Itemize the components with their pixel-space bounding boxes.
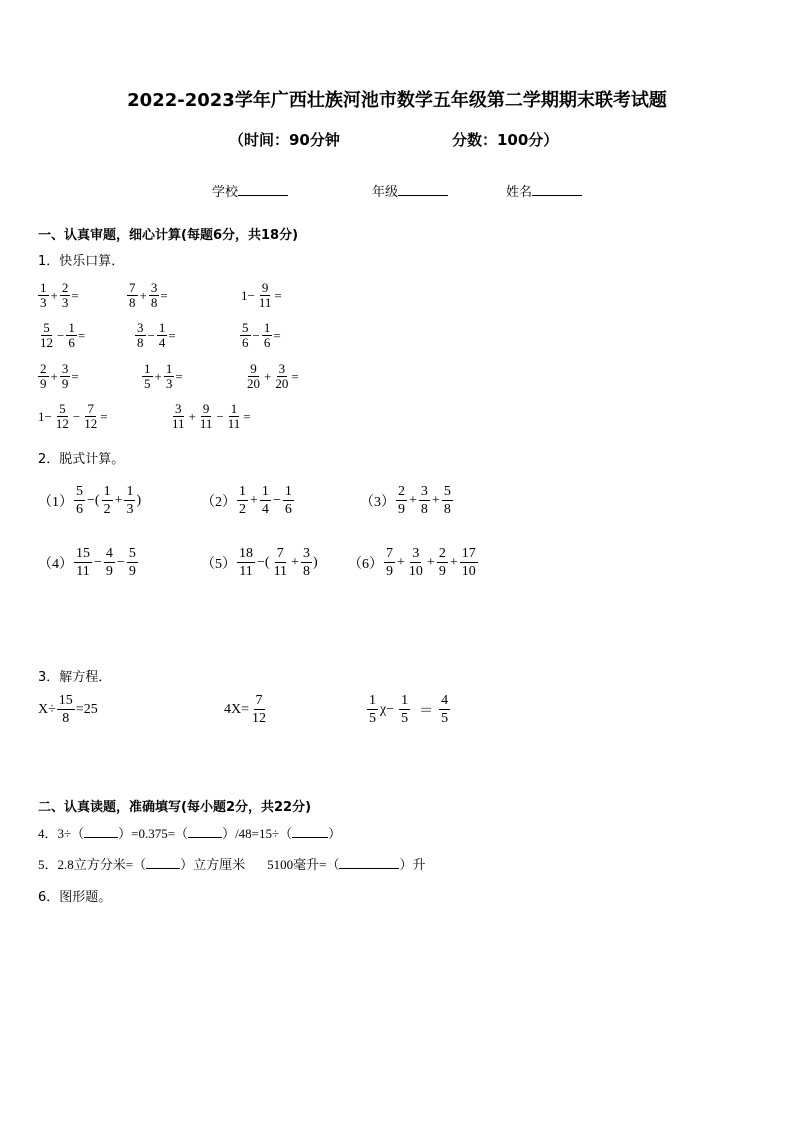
exam-time: （时间：90分钟	[229, 131, 340, 149]
q4-blank-1[interactable]	[84, 825, 118, 838]
q1-item-3: 1− $\frac{9}{11}$ =	[241, 280, 282, 310]
q2-item-5: （5） 18 11 −( 7 11 + $\frac{3}{8}$ )	[201, 546, 318, 579]
q3-equation-1: X÷ $\frac{15}{8}$ =25	[38, 693, 98, 726]
q1-item-4: 5 12 − $\frac{1}{6}$ =	[40, 320, 86, 350]
q4-blank-2[interactable]	[188, 825, 222, 838]
exam-score: 分数：100分）	[452, 131, 559, 149]
q1-item-5: 3 8 − $\frac{1}{4}$ =	[137, 320, 176, 350]
q3-equation-2: 4X= $\frac{7}{12}$	[224, 693, 267, 726]
school-field[interactable]	[212, 181, 288, 200]
q1-item-1: 1 3 + $\frac{2}{3}$ =	[40, 280, 79, 310]
q1-item-6: 5 6 − $\frac{1}{6}$ =	[242, 320, 281, 350]
q5-blank-1[interactable]	[146, 856, 180, 869]
q1-item-10: 1− $\frac{5}{12}$ − $\frac{7}{12}$ =	[38, 401, 108, 431]
section1-heading: 一、认真审题，细心计算(每题6分，共18分)	[38, 228, 299, 243]
q1-item-2: 7 8 + $\frac{3}{8}$ =	[129, 280, 168, 310]
q5: 5．2.8立方分米=（ ）立方厘米 5100毫升=（ ）升	[38, 857, 426, 872]
page-title: 2022-2023学年广西壮族河池市数学五年级第二学期期末联考试题	[127, 90, 667, 111]
q4-blank-3[interactable]	[292, 825, 328, 838]
q2-item-1: （1） 5 6 −( 1 2 + $\frac{1}{3}$ )	[38, 484, 142, 517]
q1-item-11: 3 11 + $\frac{9}{11}$ − $\frac{1}{11}$ =	[172, 401, 251, 431]
q1-label: 1．快乐口算．	[38, 254, 125, 269]
q5-blank-2[interactable]	[339, 856, 399, 869]
q3-label: 3．解方程．	[38, 670, 112, 685]
section2-heading: 二、认真读题，准确填写(每小题2分，共22分)	[38, 800, 312, 815]
q4: 4．3÷（ ）=0.375=（ ）/48=15÷（ ）	[38, 826, 342, 841]
q6: 6．图形题。	[38, 890, 112, 905]
q2-item-4: （4） 15 11 − $\frac{4}{9}$ − $\frac{5}{9}$	[38, 546, 136, 579]
q2-item-2: （2） 1 2 + $\frac{1}{4}$ − $\frac{1}{6}$	[201, 484, 292, 517]
grade-label: 年级	[372, 185, 399, 200]
q2-item-3: （3） 2 9 + $\frac{3}{8}$ + $\frac{5}{8}$	[360, 484, 451, 517]
q1-item-8: 1 5 + $\frac{1}{3}$ =	[144, 361, 183, 391]
grade-blank[interactable]	[398, 183, 448, 196]
q1-item-7: 2 9 + $\frac{3}{9}$ =	[40, 361, 79, 391]
q3-equation-3: 1 5 χ− $\frac{1}{5}$ ＝ 4 5	[369, 693, 449, 726]
name-label: 姓名	[506, 185, 533, 200]
school-label: 学校	[212, 185, 239, 200]
q2-label: 2．脱式计算。	[38, 452, 125, 467]
name-field[interactable]	[506, 181, 582, 200]
school-blank[interactable]	[238, 183, 288, 196]
grade-field[interactable]	[372, 181, 448, 200]
q1-item-9: 9 20 + $\frac{3}{20}$ =	[247, 361, 299, 391]
name-blank[interactable]	[532, 183, 582, 196]
q2-item-6: （6） 7 9 + $\frac{3}{10}$ + $\frac{2}{9}$ + $\frac{17}{10}$	[348, 546, 476, 579]
